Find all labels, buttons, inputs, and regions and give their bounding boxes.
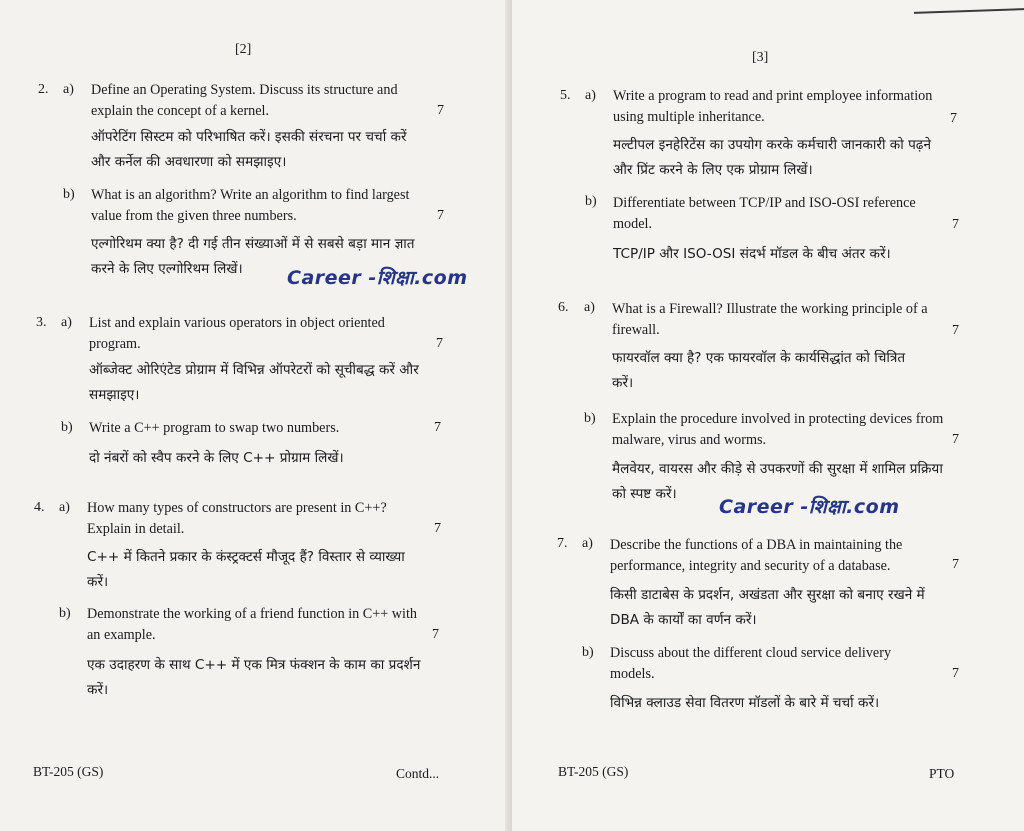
text-line: करें। bbox=[612, 375, 634, 391]
question-number: 4. bbox=[34, 500, 45, 515]
text-line: करने के लिए एल्गोरिथम लिखें। bbox=[91, 261, 243, 277]
marks-label: 7 bbox=[437, 103, 444, 118]
question-text-en bbox=[610, 643, 970, 685]
question-text-en: Write a C++ program to swap two numbers. bbox=[89, 420, 340, 436]
footer-note: PTO bbox=[929, 766, 955, 781]
text-line: Demonstrate the working of a friend function in C++ with bbox=[87, 606, 418, 622]
question-part-label: b) bbox=[63, 187, 75, 202]
question-text-en bbox=[610, 535, 970, 577]
text-line: Explain in detail. bbox=[87, 521, 185, 537]
question-part-label: a) bbox=[585, 88, 596, 103]
marks-label: 7 bbox=[434, 420, 441, 435]
text-line: एल्गोरिथम क्या है? दी गई तीन संख्याओं में से सबसे बड़ा मान ज्ञात bbox=[91, 236, 415, 252]
text-line: और कर्नेल की अवधारणा को समझाइए। bbox=[91, 154, 287, 170]
text-line: model. bbox=[613, 216, 653, 232]
question-text-hi bbox=[613, 133, 968, 183]
text-line: ऑब्जेक्ट ओरिएंटेड प्रोग्राम में विभिन्न ऑपरेटरों को सूचीबद्ध करें और bbox=[89, 362, 419, 378]
text-line: explain the concept of a kernel. bbox=[91, 103, 270, 119]
text-line: DBA के कार्यों का वर्णन करें। bbox=[610, 612, 757, 628]
text-line: C++ में कितने प्रकार के कंस्ट्रक्टर्स मौजूद हैं? विस्तार से व्याख्या bbox=[87, 549, 405, 565]
text-line: एक उदाहरण के साथ C++ में एक मित्र फंक्शन के काम का प्रदर्शन bbox=[87, 657, 421, 673]
marks-label: 7 bbox=[434, 521, 441, 536]
text-line: और प्रिंट करने के लिए एक प्रोग्राम लिखें। bbox=[613, 162, 813, 178]
text-line: models. bbox=[610, 666, 655, 682]
question-part-label: b) bbox=[61, 420, 73, 435]
question-text-hi bbox=[612, 346, 967, 396]
marks-label: 7 bbox=[952, 432, 959, 447]
page-number: [2] bbox=[235, 42, 252, 57]
question-text-en bbox=[89, 313, 449, 355]
footer-code: BT-205 (GS) bbox=[558, 764, 629, 779]
marks-label: 7 bbox=[436, 336, 443, 351]
text-line: करें। bbox=[87, 574, 109, 590]
question-part-label: b) bbox=[582, 645, 594, 660]
question-text-en bbox=[613, 193, 968, 235]
text-line: What is a Firewall? Illustrate the working principle of a bbox=[612, 301, 928, 317]
text-line: Define an Operating System. Discuss its structure and bbox=[91, 82, 398, 98]
question-text-en bbox=[612, 409, 972, 451]
text-line: What is an algorithm? Write an algorithm to find largest bbox=[91, 187, 410, 203]
question-part-label: a) bbox=[584, 300, 595, 315]
text-line: malware, virus and worms. bbox=[612, 432, 767, 448]
question-number: 6. bbox=[558, 300, 569, 315]
text-line: performance, integrity and security of a database. bbox=[610, 558, 891, 574]
marks-label: 7 bbox=[952, 217, 959, 232]
question-part-label: a) bbox=[61, 315, 72, 330]
text-line: Explain the procedure involved in protecting devices from bbox=[612, 411, 944, 427]
question-text-en bbox=[613, 86, 968, 128]
question-text-en bbox=[91, 185, 451, 227]
question-text-hi bbox=[91, 125, 451, 175]
watermark: Career -शिक्षा.com bbox=[719, 496, 900, 518]
page-number: [3] bbox=[752, 50, 769, 65]
question-part-label: b) bbox=[584, 411, 596, 426]
question-text-hi bbox=[87, 653, 452, 703]
question-number: 7. bbox=[557, 536, 568, 551]
marks-label: 7 bbox=[437, 208, 444, 223]
text-line: an example. bbox=[87, 627, 156, 643]
text-line: value from the given three numbers. bbox=[91, 208, 297, 224]
watermark: Career -शिक्षा.com bbox=[287, 267, 468, 289]
marks-label: 7 bbox=[952, 323, 959, 338]
text-line: को स्पष्ट करें। bbox=[612, 486, 677, 502]
text-line: किसी डाटाबेस के प्रदर्शन, अखंडता और सुरक्षा को बनाए रखने में bbox=[610, 587, 925, 603]
question-part-label: a) bbox=[582, 536, 593, 551]
question-number: 2. bbox=[38, 82, 49, 97]
text-line: Discuss about the different cloud service delivery bbox=[610, 645, 892, 661]
text-line: firewall. bbox=[612, 322, 660, 338]
right-page bbox=[512, 0, 1024, 831]
question-text-hi bbox=[610, 583, 970, 633]
question-part-label: b) bbox=[585, 194, 597, 209]
question-text-en bbox=[91, 80, 451, 122]
text-line: List and explain various operators in object oriented bbox=[89, 315, 385, 331]
question-part-label: a) bbox=[63, 82, 74, 97]
question-text-en bbox=[87, 604, 452, 646]
text-line: How many types of constructors are present in C++? bbox=[87, 500, 387, 516]
question-text-hi bbox=[89, 358, 449, 408]
text-line: मैलवेयर, वायरस और कीड़े से उपकरणों की सुरक्षा में शामिल प्रक्रिया bbox=[612, 461, 943, 477]
text-line: फायरवॉल क्या है? एक फायरवॉल के कार्यसिद्धांत को चित्रित bbox=[612, 350, 906, 366]
pen-mark bbox=[914, 0, 1024, 14]
marks-label: 7 bbox=[952, 557, 959, 572]
question-text-en bbox=[612, 299, 972, 341]
footer-code: BT-205 (GS) bbox=[33, 764, 104, 779]
marks-label: 7 bbox=[432, 627, 439, 642]
text-line: Differentiate between TCP/IP and ISO-OSI reference bbox=[613, 195, 916, 211]
text-line: करें। bbox=[87, 682, 109, 698]
question-number: 5. bbox=[560, 88, 571, 103]
text-line: मल्टीपल इनहेरिटेंस का उपयोग करके कर्मचारी जानकारी को पढ़ने bbox=[613, 137, 931, 153]
text-line: समझाइए। bbox=[89, 387, 140, 403]
text-line: Describe the functions of a DBA in maintaining the bbox=[610, 537, 903, 553]
marks-label: 7 bbox=[950, 111, 957, 126]
text-line: Write a program to read and print employee information bbox=[613, 88, 933, 104]
question-number: 3. bbox=[36, 315, 47, 330]
text-line: ऑपरेटिंग सिस्टम को परिभाषित करें। इसकी संरचना पर चर्चा करें bbox=[91, 129, 407, 145]
text-line: program. bbox=[89, 336, 141, 352]
question-part-label: a) bbox=[59, 500, 70, 515]
question-text-en bbox=[87, 498, 452, 540]
question-part-label: b) bbox=[59, 606, 71, 621]
question-text-hi: TCP/IP और ISO-OSI संदर्भ मॉडल के बीच अंतर करें। bbox=[613, 246, 891, 262]
question-text-hi: दो नंबरों को स्वैप करने के लिए C++ प्रोग्राम लिखें। bbox=[89, 450, 344, 466]
text-line: using multiple inheritance. bbox=[613, 109, 765, 125]
marks-label: 7 bbox=[952, 666, 959, 681]
footer-note: Contd... bbox=[396, 766, 440, 781]
question-text-hi bbox=[87, 545, 452, 595]
question-text-hi: विभिन्न क्लाउड सेवा वितरण मॉडलों के बारे में चर्चा करें। bbox=[610, 695, 880, 711]
